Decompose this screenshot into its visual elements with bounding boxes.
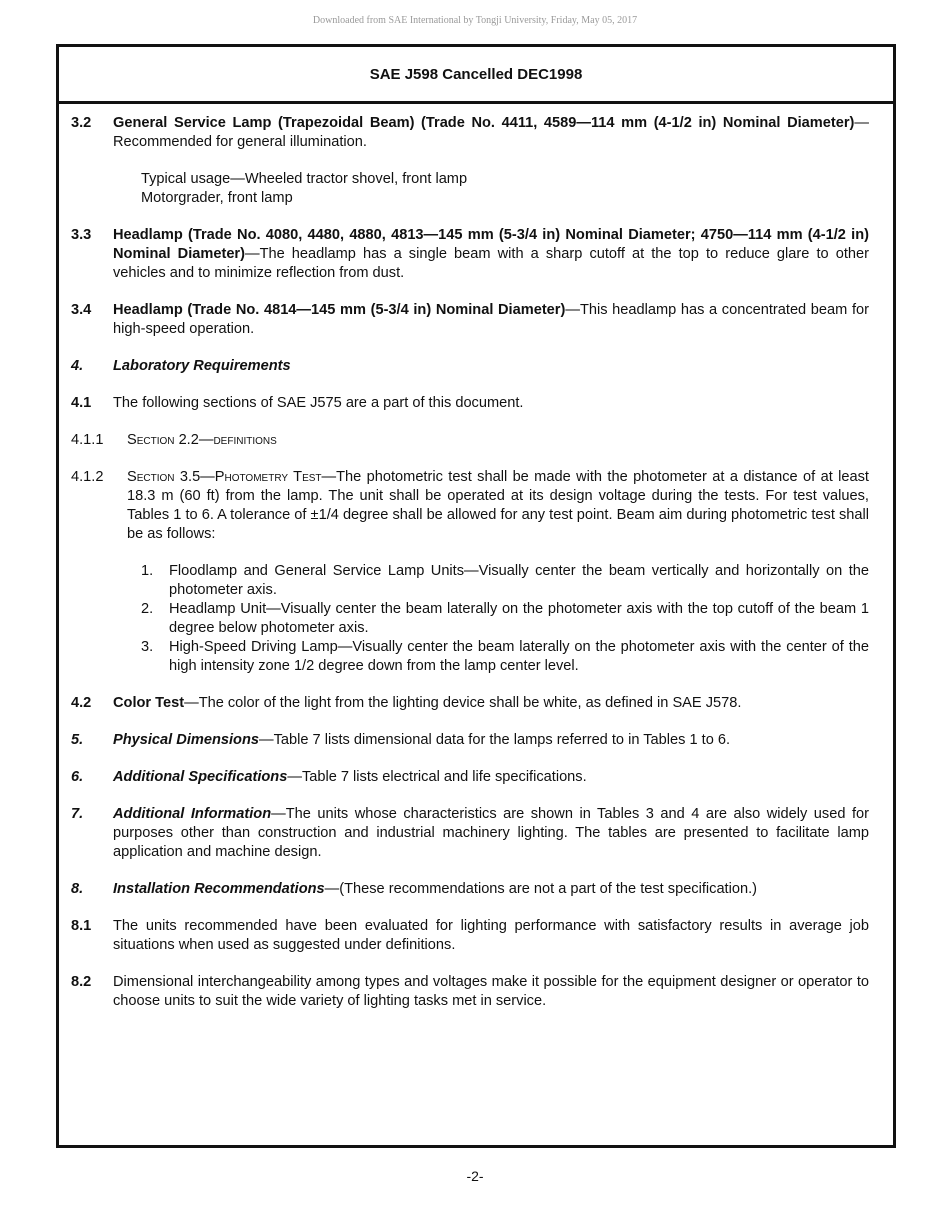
section-title: Additional Information bbox=[113, 806, 272, 822]
section-4-2 bbox=[71, 694, 869, 713]
section-title: General Service Lamp (Trapezoidal Beam) (Trade No. 4411, 4589—114 mm (4-1/2 in) Nominal Diameter) bbox=[113, 115, 855, 131]
section-number: 4.1 bbox=[71, 395, 92, 411]
section-text: —(These recommendations are not a part of the test specification.) bbox=[324, 881, 758, 897]
section-text: —Table 7 lists electrical and life specifications. bbox=[287, 769, 587, 785]
section-8-1 bbox=[71, 917, 869, 955]
section-3-2 bbox=[71, 114, 869, 208]
section-7 bbox=[71, 805, 869, 862]
section-6 bbox=[71, 768, 869, 787]
typical-usage bbox=[141, 170, 869, 208]
section-8 bbox=[71, 880, 869, 899]
section-5 bbox=[71, 731, 869, 750]
beam-aim-list bbox=[141, 562, 869, 676]
section-number: 8.1 bbox=[71, 918, 92, 934]
list-item-number: 2. bbox=[141, 601, 154, 617]
download-watermark: Downloaded from SAE International by Tongji University, Friday, May 05, 2017 bbox=[312, 15, 638, 26]
section-number: 8.2 bbox=[71, 974, 92, 990]
section-text: —The units whose characteristics are shown in Tables 3 and 4 are also widely used for purposes other than construction and industrial machinery lighting. The tables are presented to facilitate lamp application and machine design. bbox=[113, 806, 869, 860]
section-text: —This headlamp has a concentrated beam for high-speed operation. bbox=[113, 302, 869, 337]
usage-line-2: Motorgrader, front lamp bbox=[141, 190, 293, 206]
section-3-3 bbox=[71, 226, 869, 283]
page-number: -2- bbox=[466, 1168, 484, 1184]
section-text: Section 2.2—definitions bbox=[127, 432, 277, 448]
section-4-1-1 bbox=[71, 431, 869, 450]
section-text: The following sections of SAE J575 are a part of this document. bbox=[113, 395, 524, 411]
list-item-number: 3. bbox=[141, 639, 154, 655]
list-item-text: Floodlamp and General Service Lamp Units—Visually center the beam vertically and horizontally on the photometer axis. bbox=[169, 563, 869, 598]
section-text: —Table 7 lists dimensional data for the lamps referred to in Tables 1 to 6. bbox=[259, 732, 731, 748]
section-8-2 bbox=[71, 973, 869, 1011]
section-text: —The headlamp has a single beam with a sharp cutoff at the top to reduce glare to other vehicles and to minimize reflection from dust. bbox=[113, 246, 869, 281]
section-title: Headlamp (Trade No. 4080, 4480, 4880, 4813—145 mm (5-3/4 in) Nominal Diameter; 4750—114 mm (4-1/2 in) Nominal Diameter) bbox=[113, 227, 869, 262]
section-title: Installation Recommendations bbox=[113, 881, 325, 897]
section-title: Laboratory Requirements bbox=[113, 358, 291, 374]
list-item bbox=[141, 638, 869, 676]
section-number: 7. bbox=[71, 806, 84, 822]
section-number: 4.1.1 bbox=[71, 432, 104, 448]
section-text: The units recommended have been evaluated for lighting performance with satisfactory results in average job situations when used as suggested under definitions. bbox=[113, 918, 869, 953]
document-body bbox=[71, 114, 869, 1029]
section-4-1-2 bbox=[71, 468, 869, 676]
section-title: Physical Dimensions bbox=[113, 732, 259, 748]
section-title: Headlamp (Trade No. 4814—145 mm (5-3/4 in) Nominal Diameter) bbox=[113, 302, 566, 318]
section-text: Dimensional interchangeability among types and voltages make it possible for the equipment designer or operator to choose units to suit the wide variety of lighting tasks met in service. bbox=[113, 974, 869, 1009]
section-title: Color Test bbox=[113, 695, 185, 711]
section-number: 3.4 bbox=[71, 302, 92, 318]
section-number: 6. bbox=[71, 769, 84, 785]
section-number: 3.2 bbox=[71, 115, 92, 131]
list-item bbox=[141, 600, 869, 638]
section-number: 4.2 bbox=[71, 695, 92, 711]
section-4-1 bbox=[71, 394, 869, 413]
list-item-text: High-Speed Driving Lamp—Visually center the beam laterally on the photometer axis with the center of the high intensity zone 1/2 degree down from the lamp center level. bbox=[169, 639, 869, 674]
page-frame bbox=[56, 44, 896, 1148]
section-title: Additional Specifications bbox=[113, 769, 288, 785]
section-number: 3.3 bbox=[71, 227, 92, 243]
section-text: —The color of the light from the lighting device shall be white, as defined in SAE J578. bbox=[184, 695, 742, 711]
usage-line-1: Typical usage—Wheeled tractor shovel, front lamp bbox=[141, 171, 468, 187]
list-item-text: Headlamp Unit—Visually center the beam laterally on the photometer axis with the top cutoff of the beam 1 degree below photometer axis. bbox=[169, 601, 869, 636]
section-3-4 bbox=[71, 301, 869, 339]
section-number: 4. bbox=[71, 358, 84, 374]
section-4 bbox=[71, 357, 869, 376]
section-number: 4.1.2 bbox=[71, 469, 104, 485]
document-header: SAE J598 Cancelled DEC1998 bbox=[59, 47, 893, 104]
section-lead: Section 3.5—Photometry Test bbox=[127, 469, 322, 485]
section-number: 8. bbox=[71, 881, 84, 897]
section-text: —Recommended for general illumination. bbox=[113, 115, 869, 150]
section-number: 5. bbox=[71, 732, 84, 748]
list-item bbox=[141, 562, 869, 600]
section-text: —The photometric test shall be made with the photometer at a distance of at least 18.3 m (60 ft) from the lamp. The unit shall be operated at its design voltage during the tests. For test values, Tables 1 to 6. A tolerance of ±1/4 degree shall be allowed for any test point. Beam aim during photometric test shall be as follows: bbox=[127, 469, 869, 542]
list-item-number: 1. bbox=[141, 563, 154, 579]
